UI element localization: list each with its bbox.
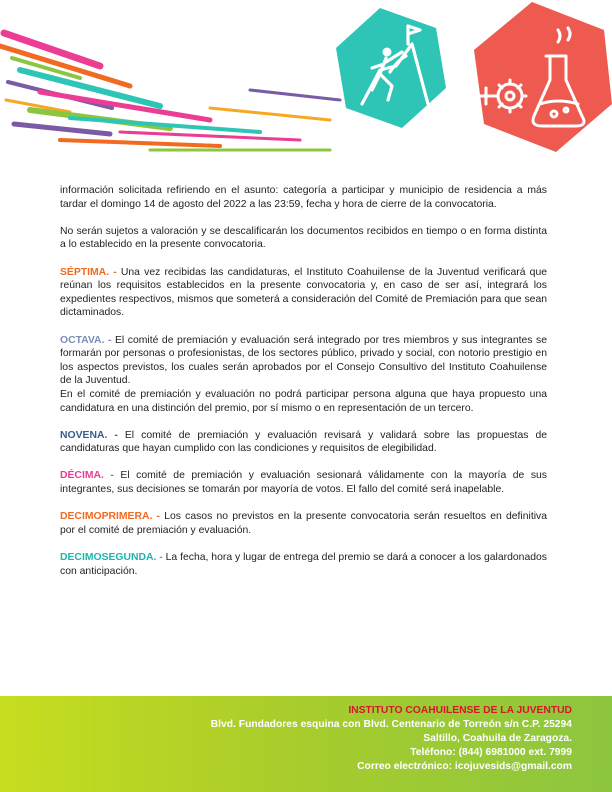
clause-label-decima: DÉCIMA. - [60,470,121,482]
clause-label-decimosegunda: DECIMOSEGUNDA. - [60,552,166,564]
header-artwork [0,0,612,190]
footer-institution: INSTITUTO COAHUILENSE DE LA JUVENTUD [348,705,572,716]
footer-address-line-1: Blvd. Fundadores esquina con Blvd. Centenario de Torreón s/n C.P. 25294 [210,719,572,731]
clause-label-septima: SÉPTIMA. - [60,266,121,278]
clause-text-octava: El comité de premiación y evaluación será integrado por tres miembros y sus integrantes se formarán por personas o profesionistas, de los sectores público, privado y social, con notorio prestigio en los aspectos previstos, los cuales serán aprobados por el Consejo Consultivo del Instituto Coahuilense de la Juventud. [60,334,547,387]
clause-septima [60,266,547,320]
footer-band [0,696,612,792]
document-body [60,184,547,592]
clause-novena [60,429,547,456]
clause-label-octava: OCTAVA. - [60,334,115,346]
paragraph-intro: información solicitada refiriendo en el asunto: categoría a participar y municipio de residencia a más tardar el domingo 14 de agosto del 2022 a las 23:59, fecha y hora de cierre de la convocatoria. [60,185,547,210]
clause-decimoprimera [60,510,547,537]
clause-decima [60,469,547,496]
clause-decimosegunda [60,551,547,578]
footer-address-line-2: Saltillo, Coahuila de Zaragoza. [423,733,572,745]
clause-text-decima: El comité de premiación y evaluación sesionará válidamente con la mayoría de sus integrantes, sus decisiones se tomarán por mayoría de votos. El fallo del comité será inapelable. [60,470,547,496]
clause-label-novena: NOVENA. - [60,429,125,441]
clause-text-decimoprimera: Los casos no previstos en la presente convocatoria serán resueltos en definitiva por el comité de premiación y evaluación. [60,511,547,536]
clause-text-decimosegunda: La fecha, hora y lugar de entrega del premio se dará a conocer a los galardonados con anticipación. [60,552,547,577]
clause-label-decimoprimera: DECIMOPRIMERA. - [60,511,165,523]
hexagon-coral [474,2,612,152]
footer-phone: Teléfono: (844) 6981000 ext. 7999 [410,747,572,759]
clause-octava-continued: En el comité de premiación y evaluación no podrá participar persona alguna que haya propuesto una candidatura en una distinción del premio, por sí mismo o en representación de un tercero. [60,388,547,414]
clause-text-novena: El comité de premiación y evaluación revisará y validará sobre las propuestas de candidaturas que hayan cumplido con las condiciones y requisitos de elegibilidad. [60,429,548,455]
footer-contact [211,704,572,774]
paragraph-disqualification: No serán sujetos a valoración y se descalificarán los documentos recibidos en tiempo o en forma distinta a lo establecido en la presente convocatoria. [60,225,547,251]
footer-email: Correo electrónico: icojuvesids@gmail.com [357,761,572,773]
clause-text-septima: Una vez recibidas las candidaturas, el Instituto Coahuilense de la Juventud verificará que reúnan los requisitos establecidos en la presente convocatoria y, en caso de ser así, integrará los expedientes respectivos, mismos que someterá a consideración del Comité de Premiación para que sean dictaminados. [60,266,548,319]
clause-octava [60,334,547,388]
color-streaks [0,33,340,150]
